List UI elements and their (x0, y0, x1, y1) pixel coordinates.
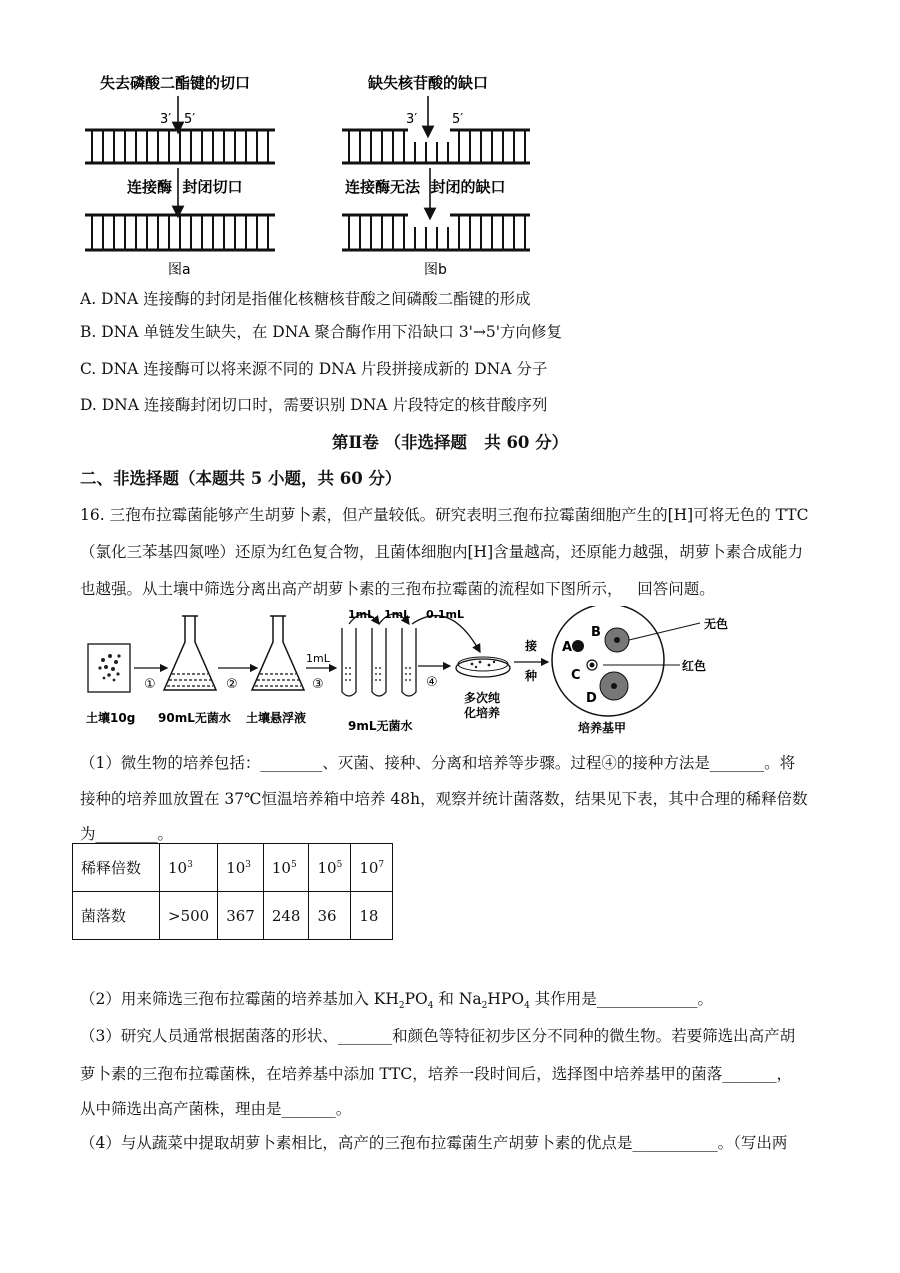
table-head-dilution: 稀释倍数 (73, 844, 160, 892)
sub3-line1: （3）研究人员通常根据菌落的形状、_______和颜色等特征初步区分不同种的微生物。若要筛选出高产胡 (80, 1027, 796, 1045)
option-a: A. DNA 连接酶的封闭是指催化核糖核苷酸之间磷酸二酯键的形成 (80, 290, 531, 308)
sub1-line3: 为________。 (80, 825, 174, 843)
step-4: ④ (426, 675, 438, 690)
colorless-label: 无色 (704, 617, 729, 631)
transfer-1ml: 1mL (306, 652, 330, 665)
option-c: C. DNA 连接酶可以将来源不同的 DNA 片段拼接成新的 DNA 分子 (80, 360, 548, 378)
dilution-table (72, 843, 393, 940)
table-cell: $10^3$ (218, 844, 264, 892)
part2-title: 第Ⅱ卷 （非选择题 共 60 分） (331, 433, 569, 452)
colony-d-label: D (586, 691, 597, 706)
fig-b-3prime: 3′ (406, 112, 418, 127)
sub4-line1: （4）与从蔬菜中提取胡萝卜素相比，高产的三孢布拉霉菌生产胡萝卜素的优点是___________。（写出两 (80, 1134, 788, 1152)
q16-line3: 也越强。从土壤中筛选分离出高产胡萝卜素的三孢布拉霉菌的流程如下图所示， 回答问题。 (80, 580, 715, 598)
fig-a-mid-label: 连接酶 封闭切口 (127, 178, 243, 196)
sub1-line1: （1）微生物的培养包括：________、灭菌、接种、分离和培养等步骤。过程④的接种方法是_______。将 (80, 754, 796, 772)
transfer-01ml: 0.1mL (426, 608, 464, 621)
inoculate-label-2: 种 (525, 669, 538, 683)
water90-label: 90mL无菌水 (158, 711, 231, 725)
table-cell: 367 (218, 892, 264, 940)
colony-a-label: A (562, 640, 573, 655)
option-b: B. DNA 单链发生缺失，在 DNA 聚合酶作用下沿缺口 3'→5'方向修复 (80, 323, 563, 341)
q16-line1: 16. 三孢布拉霉菌能够产生胡萝卜素，但产量较低。研究表明三孢布拉霉菌细胞产生的[H]可将无色的 TTC (80, 506, 809, 524)
fig-b-top-label: 缺失核苷酸的缺口 (368, 74, 489, 92)
table-cell: $10^5$ (263, 844, 309, 892)
table-cell: 248 (263, 892, 309, 940)
inoculate-label-1: 接 (525, 639, 538, 653)
soil-sample-box (88, 644, 130, 692)
table-cell: $10^3$ (160, 844, 218, 892)
soil-label: 土壤10g (86, 711, 136, 725)
table-row (73, 892, 393, 940)
purify-label-2: 化培养 (464, 706, 501, 720)
option-d: D. DNA 连接酶封闭切口时，需要识别 DNA 片段特定的核苷酸序列 (80, 396, 548, 414)
fig-a-dna-bottom (85, 215, 275, 250)
step-3: ③ (312, 677, 324, 692)
transfer-1ml-b: 1mL (384, 608, 411, 621)
fig-a-3prime: 3′ (160, 112, 172, 127)
table-row (73, 844, 393, 892)
table-cell: 18 (351, 892, 393, 940)
flask-90ml-water (164, 616, 216, 690)
medium-a-plate (552, 606, 700, 716)
colony-c-label: C (571, 668, 581, 683)
step-1: ① (144, 677, 156, 692)
flask-soil-suspension (252, 616, 304, 690)
fig-a-caption: 图a (168, 262, 191, 278)
section-title: 二、非选择题（本题共 5 小题，共 60 分） (80, 469, 402, 488)
fig-a-5prime: 5′ (184, 112, 196, 127)
sub2-line: （2）用来筛选三孢布拉霉菌的培养基加入 $KH_2PO_4$ 和 $Na_2HPO_4$ 其作用是_____________。 (80, 990, 713, 1012)
fig-a-dna-top (85, 130, 275, 163)
suspension-label: 土壤悬浮液 (246, 711, 307, 725)
table-cell: $10^5$ (309, 844, 351, 892)
table-cell: $10^7$ (351, 844, 393, 892)
fig-b-5prime: 5′ (452, 112, 464, 127)
sub3-line3: 从中筛选出高产菌株，理由是_______。 (80, 1100, 352, 1118)
table-cell: >500 (160, 892, 218, 940)
fig-a-top-label: 失去磷酸二酯键的切口 (100, 74, 251, 92)
table-cell: 36 (309, 892, 351, 940)
dilution-tubes (342, 614, 480, 696)
petri-dish (456, 657, 510, 677)
fig-b-mid-label: 连接酶无法 封闭的缺口 (345, 178, 506, 196)
water9-label: 9mL无菌水 (348, 719, 413, 733)
sub1-line2: 接种的培养皿放置在 37℃恒温培养箱中培养 48h，观察并统计菌落数，结果见下表，其中合理的稀释倍数 (80, 790, 808, 808)
fig-b-dna-top (342, 130, 530, 163)
colony-b-label: B (591, 625, 601, 640)
medium-label: 培养基甲 (578, 721, 627, 735)
red-label: 红色 (682, 659, 707, 673)
fig-b-dna-bottom (342, 215, 530, 250)
step-2: ② (226, 677, 238, 692)
q16-line2: （氯化三苯基四氮唑）还原为红色复合物，且菌体细胞内[H]含量越高，还原能力越强，胡萝卜素合成能力 (80, 543, 804, 561)
screening-flow-diagram (0, 606, 900, 746)
sub3-line2: 萝卜素的三孢布拉霉菌株，在培养基中添加 TTC，培养一段时间后，选择图中培养基甲的菌落_______， (80, 1065, 793, 1083)
table-head-colonies: 菌落数 (73, 892, 160, 940)
fig-b-caption: 图b (424, 262, 447, 278)
transfer-1ml-a: 1mL (348, 608, 375, 621)
purify-label-1: 多次纯 (464, 691, 501, 705)
dna-ligase-figure (0, 0, 900, 290)
